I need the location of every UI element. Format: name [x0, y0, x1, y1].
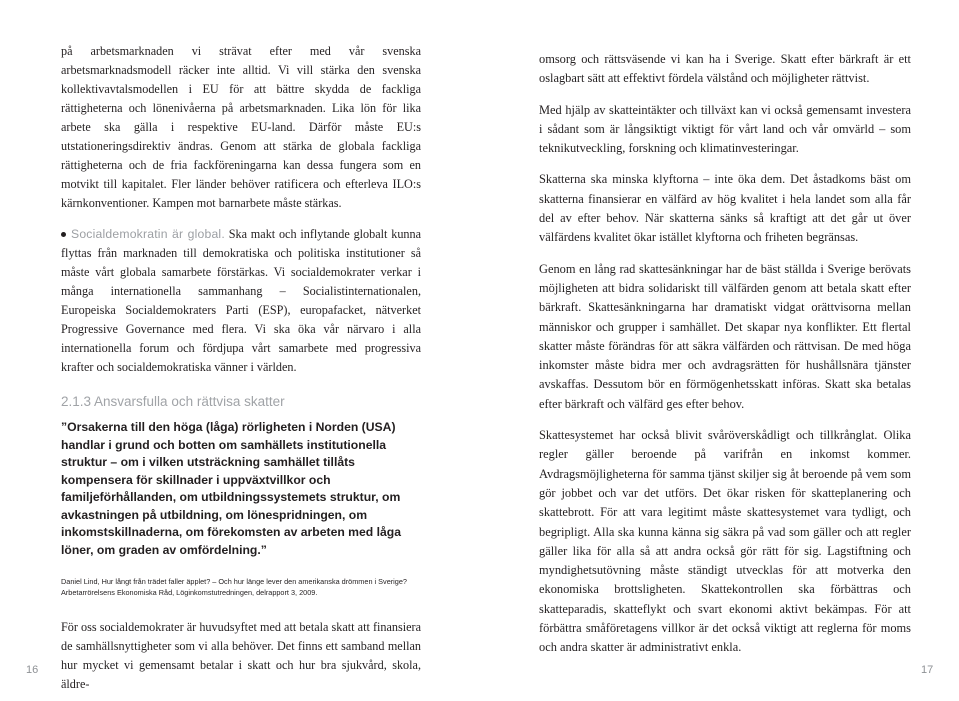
bullet-paragraph: [61, 225, 421, 377]
source-line: Arbetarrörelsens Ekonomiska Råd, Löginkomstutredningen, delrapport 3, 2009.: [61, 587, 318, 597]
paragraph: Med hjälp av skatteintäkter och tillväxt kan vi också gemensamt investera i sådant som är långsiktigt viktigt för vårt land och vår omvärld – som teknikutveckling, forskning och klimatinvesteringar.: [539, 102, 911, 156]
left-column: [61, 42, 421, 694]
paragraph: För oss socialdemokrater är huvudsyftet med att betala skatt att finansiera de samhällsnyttigheter som vi alla behöver. Det finns ett samband mellan hur mycket vi gemensamt betalar i skatt och hur bra sjukvård, skola, äldre-: [61, 620, 421, 691]
bullet-icon: [61, 232, 66, 237]
source-line: Daniel Lind, Hur långt från trädet faller äpplet? – Och hur länge lever den amerikanska drömmen i Sverige?: [61, 577, 407, 586]
section-heading: 2.1.3 Ansvarsfulla och rättvisa skatter: [61, 394, 285, 409]
paragraph: Skatterna ska minska klyftorna – inte öka dem. Det åstadkoms bäst om skatterna finansierar en välfärd av hög kvalitet i hela landet som alla får del av efter behov. När skatterna sänks så kraftigt att det går ut över välfärdens kvalitet ökar istället klyftorna och friheten begränsas.: [539, 172, 911, 245]
paragraph: på arbetsmarknaden vi strävat efter med vår svenska arbetsmarknadsmodell räcker inte alltid. Vi vill stärka den svenska kollektivavtalsmodellen i EU för att bättre skydda de fackliga rättigheterna och lönenivåerna på arbetsmarknaden. Lika lön för lika arbete ska gälla i respektive EU-land. Därför måste EU:s utstationeringsdirektiv ändras. Genom att stärka de globala fackliga rättigheterna och de fria fackföreningarna kan dessa fungera som en motvikt till kapitalet. Fler länder behöver ratificera och efterleva ILO:s kärnkonventioner. Kampen mot barnarbete måste stärkas.: [61, 44, 421, 210]
paragraph: Genom en lång rad skattesänkningar har de bäst ställda i Sverige berövats möjligheten att bidra solidariskt till välfärden genom att betala skatt efter bärkraft. Skattesänkningarna har dramatiskt vidgat orättvisorna mellan människor och grupper i samhället. Det skapar nya konflikter. Ett flertal skatter måste förändras för att säkra välfärden och rättvisan. De med höga inkomster måste bidra mer och avdragsrätten för hushållsnära tjänster avskaffas. Dessutom bör en förmögenhetsskatt införas. Skatt ska betalas efter bärkraft och välfärd ges efter behov.: [539, 261, 911, 411]
paragraph: omsorg och rättsväsende vi kan ha i Sverige. Skatt efter bärkraft är ett oslagbart sätt att effektivt fördela välstånd och möjligheter rättvist.: [539, 52, 911, 86]
paragraph: Skattesystemet har också blivit svåröverskådligt och tillkrånglat. Olika regler gäller beroende på varifrån en inkomst kommer. Avdragsmöjligheterna för samma tjänst skiljer sig åt beroende på vem som gör jobbet och var det utförs. Det ökar risken för skatteplanering och skattebrott. För att vara legitimt måste skattesystemet vara tydligt, och begripligt. Alla ska kunna känna sig säkra på vad som gäller och att regler gäller lika för alla så att andra också gör rätt för sig. Lagstiftning och myndighetsutövning måste ständigt utvecklas för att motverka den ekonomiska brottsligheten. Skattekontrollen ska förbättras och skatteparadis, skatteflykt och svart ekonomi aktivt bekämpas. För att förbättra småföretagens villkor är det också viktigt att reglerna för moms och andra skatter är administrativt enkla.: [539, 428, 911, 655]
right-page: [479, 0, 959, 701]
right-column: [539, 50, 911, 658]
page-number: 16: [26, 664, 39, 676]
left-page: [0, 0, 479, 701]
page-number: 17: [921, 664, 934, 676]
bullet-text: Ska makt och inflytande globalt kunna flyttas från marknaden till demokratiska och politiska institutioner så måste vårt globala samarbete förstärkas. Vi socialdemokrater verkar i många internationella sammanhang – Socialistinternationalen, Europeiska Socialdemokraters Parti (ESP), europafacket, nätverket Progressive Governance med flera. Vi ska öka vår närvaro i alla internationella forum och fördjupa vårt samarbete med progressiva krafter och socialdemokratiska vänner i världen.: [61, 227, 422, 374]
bullet-heading: Socialdemokratin är global.: [71, 227, 225, 241]
quote: ”Orsakerna till den höga (låga) rörligheten i Norden (USA) handlar i grund och botten om samhällets institutionella struktur – om i vilken utsträckning samhället tillåts kompensera för skillnader i uppväxtvillkor och familjeförhållanden, om utbildningssystemets struktur, om avkastningen på utbildning, om lönespridningen, om inkomstskillnaderna, om förekomsten av arbeten med låga löner, om graden av omfördelning.”: [61, 420, 402, 557]
quote-source: [61, 577, 421, 598]
